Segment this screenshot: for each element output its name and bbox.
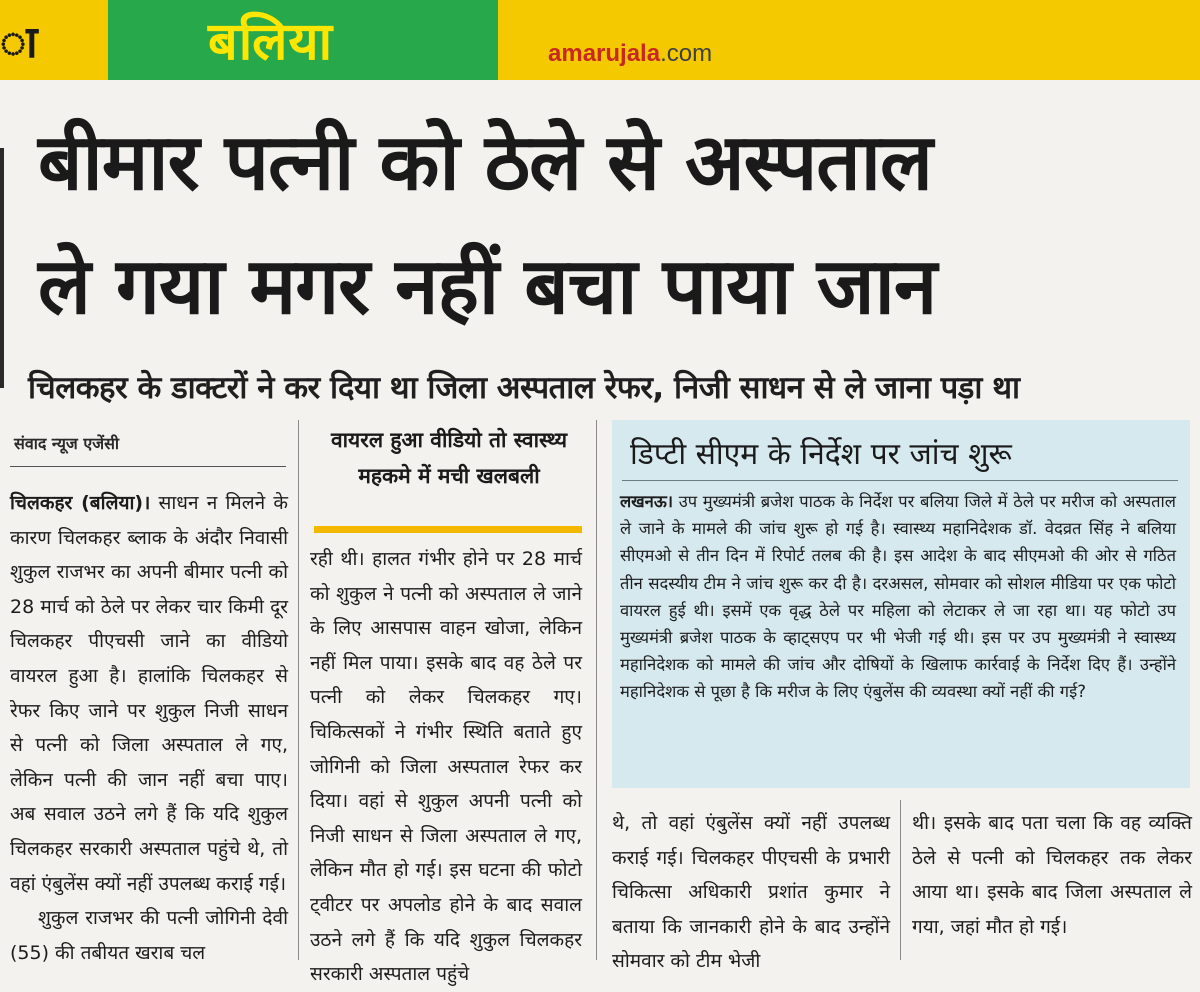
site-brand: amarujala <box>548 40 661 67</box>
column-1-paragraph-2: शुकुल राजभर की पत्नी जोगिनी देवी (55) की तबीयत खराब चल <box>10 907 288 964</box>
subheadline: चिलकहर के डाक्टरों ने कर दिया था जिला अस्पताल रेफर, निजी साधन से ले जाना पड़ा था <box>28 370 1020 406</box>
boxout-divider <box>622 480 1178 481</box>
column-divider-3 <box>900 800 901 960</box>
dateline: चिलकहर (बलिया)। <box>10 492 151 514</box>
column-1-text: साधन न मिलने के कारण चिलकहर ब्लाक के अंदौर निवासी शुकुल राजभर का अपनी बीमार पत्नी को 28 मार्च को ठेले पर लेकर चार किमी दूर चिलकहर पीएचसी जाने का वीडियो वायरल हुआ है। हालांकि चिलकहर से रेफर किए जाने पर शुकुल निजी साधन से पत्नी को जिला अस्पताल ले गए, लेकिन पत्नी की जान नहीं बचा पाए। अब सवाल उठने लगे हैं कि यदि शुकुल चिलकहर सरकारी अस्पताल पहुंचे थे, तो वहां एंबुलेंस क्यों नहीं उपलब्ध कराई गई। <box>10 492 288 895</box>
column-divider-1 <box>298 420 299 960</box>
byline-divider <box>10 466 286 467</box>
pull-quote-rule <box>314 526 582 533</box>
boxout-text <box>620 488 1176 706</box>
site-domain: .com <box>660 40 713 67</box>
article-column-1 <box>10 486 288 970</box>
boxout-body: उप मुख्यमंत्री ब्रजेश पाठक के निर्देश पर बलिया जिले में ठेले पर मरीज को अस्पताल ले जाने के मामले की जांच शुरू हो गई है। स्वास्थ्य महानिदेशक डॉ. वेदव्रत सिंह ने बलिया सीएमओ से तीन दिन में रिपोर्ट तलब की है। इस आदेश के बाद सीएमओ की ओर से गठित तीन सदस्यीय टीम ने जांच शुरू कर दी है। दरअसल, सोमवार को सोशल मीडिया पर एक फोटो वायरल हुई थी। इसमें एक वृद्ध ठेले पर महिला को लेटाकर ले जा रहा था। यह फोटो उप मुख्यमंत्री ब्रजेश पाठक के व्हाट्सएप पर भी भेजी गई थी। इस पर उप मुख्यमंत्री ने स्वास्थ्य महानिदेशक को मामले की जांच और दोषियों के खिलाफ कार्रवाई के निर्देश दिए हैं। उन्होंने महानिदेशक से पूछा है कि मरीज के लिए एंबुलेंस की व्यवस्था क्यों नहीं की गई? <box>620 492 1176 702</box>
masthead-fragment-text: ा <box>0 17 38 68</box>
column-divider-2 <box>596 420 597 960</box>
column-1-paragraph-1 <box>10 486 288 901</box>
headline-line-1: बीमार पत्नी को ठेले से अस्पताल <box>38 118 932 208</box>
headline-line-2: ले गया मगर नहीं बचा पाया जान <box>38 242 937 332</box>
section-label-box <box>108 0 498 80</box>
article-column-3: थे, तो वहां एंबुलेंस क्यों नहीं उपलब्ध कराई गई। चिलकहर पीएचसी के प्रभारी चिकित्सा अधिकारी प्रशांत कुमार ने बताया कि जानकारी होने के बाद उन्होंने सोमवार को टीम भेजी <box>612 812 890 973</box>
masthead-left-fragment <box>0 0 108 80</box>
boxout-dateline: लखनऊ। <box>620 492 674 511</box>
boxout-heading: डिप्टी सीएम के निर्देश पर जांच शुरू <box>630 437 1012 472</box>
left-column-rule <box>0 148 4 388</box>
section-title: बलिया <box>208 12 334 72</box>
byline: संवाद न्यूज एजेंसी <box>14 434 120 453</box>
article-column-2: रही थी। हालत गंभीर होने पर 28 मार्च को शुकुल ने पत्नी को अस्पताल ले जाने के लिए आसपास वाहन खोजा, लेकिन नहीं मिल पाया। इसके बाद वह ठेले पर पत्नी को लेकर चिलकहर गए। चिकित्सकों ने गंभीर स्थिति बताते हुए जोगिनी को जिला अस्पताल रेफर कर दिया। वहां से शुकुल अपनी पत्नी को निजी साधन से जिला अस्पताल ले गए, लेकिन मौत हो गई। इस घटना की फोटो ट्वीटर पर अपलोड होने के बाद सवाल उठने लगे हैं कि यदि शुकुल चिलकहर सरकारी अस्पताल पहुंचे <box>310 548 582 986</box>
pull-quote: वायरल हुआ वीडियो तो स्वास्थ्य महकमे में मची खलबली <box>330 428 568 488</box>
boxout-panel <box>612 420 1190 788</box>
site-logo <box>548 40 712 68</box>
article-column-4: थी। इसके बाद पता चला कि वह व्यक्ति ठेले से पत्नी को चिलकहर तक लेकर आया था। इसके बाद जिला अस्पताल ले गया, जहां मौत हो गई। <box>912 812 1192 938</box>
